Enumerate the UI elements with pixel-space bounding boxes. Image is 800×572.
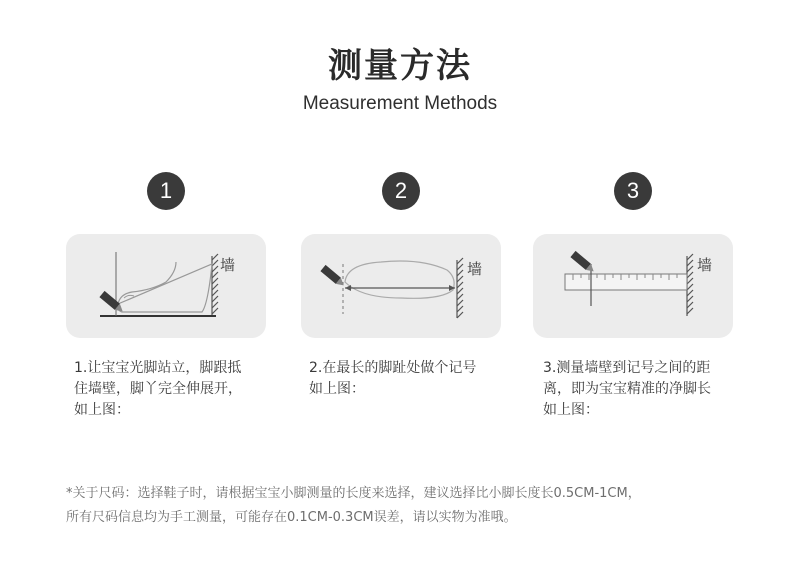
page-subtitle: Measurement Methods (302, 93, 498, 114)
step-description-line: 如上图： (309, 381, 365, 397)
step-description-line: 如上图： (543, 402, 599, 418)
step-description-line: 离，即为宝宝精准的净脚长 (543, 381, 711, 397)
step-description-line: 1.让宝宝光脚站立，脚跟抵 (74, 360, 242, 376)
step-2-illustration (301, 234, 501, 338)
step-description-line: 3.测量墙壁到记号之间的距 (543, 360, 711, 376)
wall-icon (457, 258, 463, 318)
step-3-illustration (533, 234, 733, 338)
step-number-badge: 3 (614, 172, 652, 210)
page-title: 测量方法 (328, 46, 472, 86)
foot-sole-icon (345, 261, 454, 298)
ruler-icon (565, 274, 687, 290)
size-note-line: 所有尺码信息均为手工测量，可能存在0.1CM-0.3CM误差，请以实物为准哦。 (66, 510, 517, 525)
step-description (543, 358, 739, 421)
step-number-badge: 2 (382, 172, 420, 210)
wall-label: 墙 (220, 256, 236, 274)
size-note (66, 482, 746, 530)
step-description-line: 2.在最长的脚趾处做个记号 (309, 360, 477, 376)
step-number-badge: 1 (147, 172, 185, 210)
pencil-icon (570, 251, 596, 274)
wall-label: 墙 (467, 260, 483, 278)
step-description (309, 358, 505, 400)
pencil-icon (320, 265, 346, 288)
step-description-line: 如上图： (74, 402, 130, 418)
size-note-line: *关于尺码：选择鞋子时，请根据宝宝小脚测量的长度来选择，建议选择比小脚长度长0.5CM-1CM， (66, 486, 641, 501)
step-description-line: 住墙壁，脚丫完全伸展开， (74, 381, 242, 397)
wall-label: 墙 (697, 256, 713, 274)
step-1-illustration (66, 234, 266, 338)
foot-side-icon (118, 262, 213, 312)
wall-icon (687, 254, 693, 316)
wall-icon (212, 254, 218, 316)
step-description (74, 358, 270, 421)
